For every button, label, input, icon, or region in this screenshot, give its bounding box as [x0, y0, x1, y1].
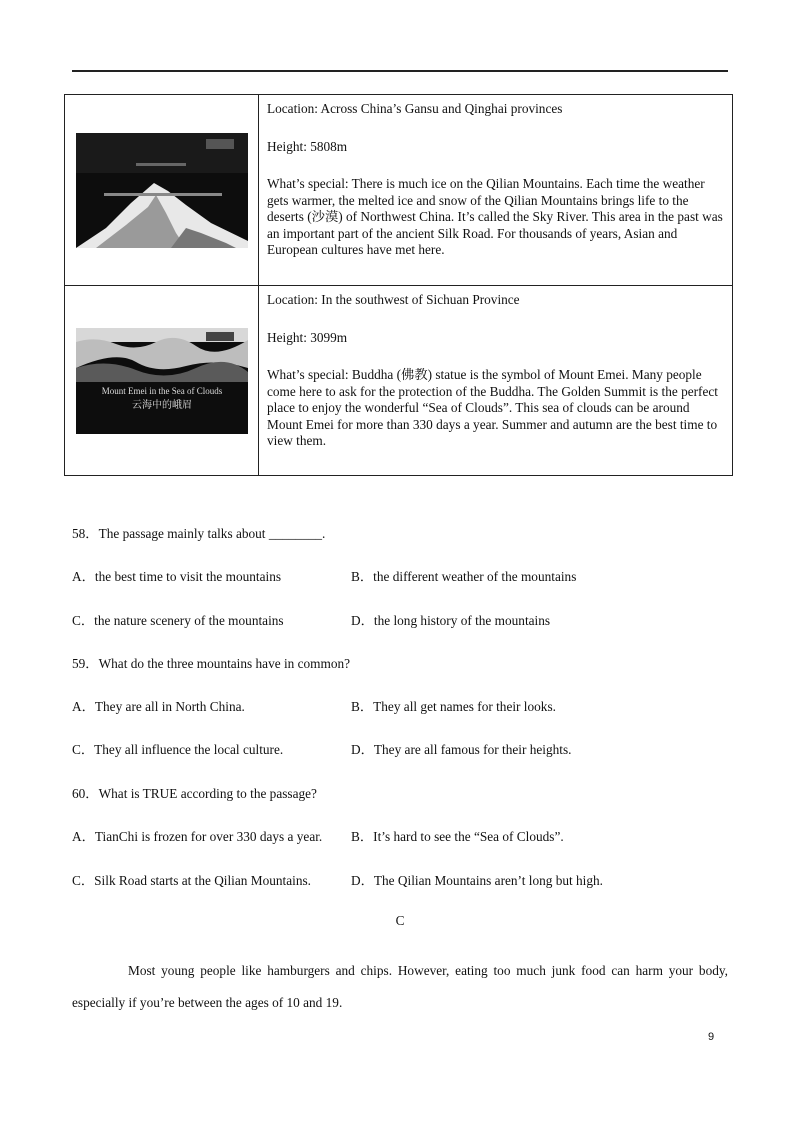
qilian-photo-cell — [65, 95, 259, 286]
question-58-option-c[interactable]: C．the nature scenery of the mountains — [72, 613, 284, 628]
emei-photo-cell — [65, 286, 259, 476]
question-60-stem: 60．What is TRUE according to the passage? — [72, 786, 317, 801]
question-58-option-b[interactable]: B．the different weather of the mountains — [351, 569, 577, 584]
question-59-option-a[interactable]: A．They are all in North China. — [72, 699, 245, 714]
question-60-option-a[interactable]: A．TianChi is frozen for over 330 days a year. — [72, 829, 323, 844]
qilian-special: What’s special: There is much ice on the Qilian Mountains. Each time the weather gets warmer, the melted ice and snow of the Qilian Mountains brings life to the deserts (沙漠) of Northwest China. It’s called the Sky River. This area in the past was an important part of the ancient Silk Road. For thousands of years, Asian and European cultures have met here. — [267, 176, 723, 257]
qilian-text-cell — [259, 95, 733, 286]
table-row-qilian — [65, 95, 733, 286]
qilian-location: Location: Across China’s Gansu and Qinghai provinces — [267, 101, 563, 116]
emei-mountain-photo — [76, 328, 248, 434]
question-60-option-d[interactable]: D．The Qilian Mountains aren’t long but high. — [351, 873, 603, 888]
passage-c-intro: Most young people like hamburgers and chips. However, eating too much junk food can harm your body, especially if you’re between the ages of 10 and 19. — [72, 963, 728, 1010]
qilian-height: Height: 5808m — [267, 138, 348, 154]
emei-height: Height: 3099m — [267, 329, 348, 345]
emei-photo-caption-zh: 云海中的峨眉 — [131, 399, 192, 411]
table-row-emei — [65, 286, 733, 476]
emei-photo-caption-en: Mount Emei in the Sea of Clouds — [101, 385, 222, 396]
question-58-option-d[interactable]: D．the long history of the mountains — [351, 613, 551, 628]
header-rule — [72, 70, 728, 72]
page-number: 9 — [708, 1031, 715, 1043]
question-59-option-c[interactable]: C．They all influence the local culture. — [72, 742, 284, 757]
question-60-option-b[interactable]: B．It’s hard to see the “Sea of Clouds”. — [351, 829, 564, 844]
question-59-option-d[interactable]: D．They are all famous for their heights. — [351, 742, 572, 757]
question-59-stem: 59．What do the three mountains have in common? — [72, 656, 351, 671]
emei-location: Location: In the southwest of Sichuan Province — [267, 292, 520, 307]
question-58-stem: 58．The passage mainly talks about ________. — [72, 526, 326, 541]
question-58-option-a[interactable]: A．the best time to visit the mountains — [72, 569, 282, 584]
emei-text-cell — [259, 286, 733, 476]
mountain-info-table — [64, 94, 733, 476]
question-59-option-b[interactable]: B．They all get names for their looks. — [351, 699, 556, 714]
qilian-mountains-photo — [76, 133, 248, 248]
section-heading: C — [395, 913, 405, 928]
question-60-option-c[interactable]: C．Silk Road starts at the Qilian Mountains. — [72, 873, 311, 888]
emei-special: What’s special: Buddha (佛教) statue is the symbol of Mount Emei. Many people come here to ask for the protection of the Buddha. The Golden Summit is the perfect place to enjoy the wonderful “Sea of Clouds”. This sea of clouds can be around Mount Emei for more than 330 days a year. Summer and autumn are the best time to view them. — [267, 367, 718, 448]
